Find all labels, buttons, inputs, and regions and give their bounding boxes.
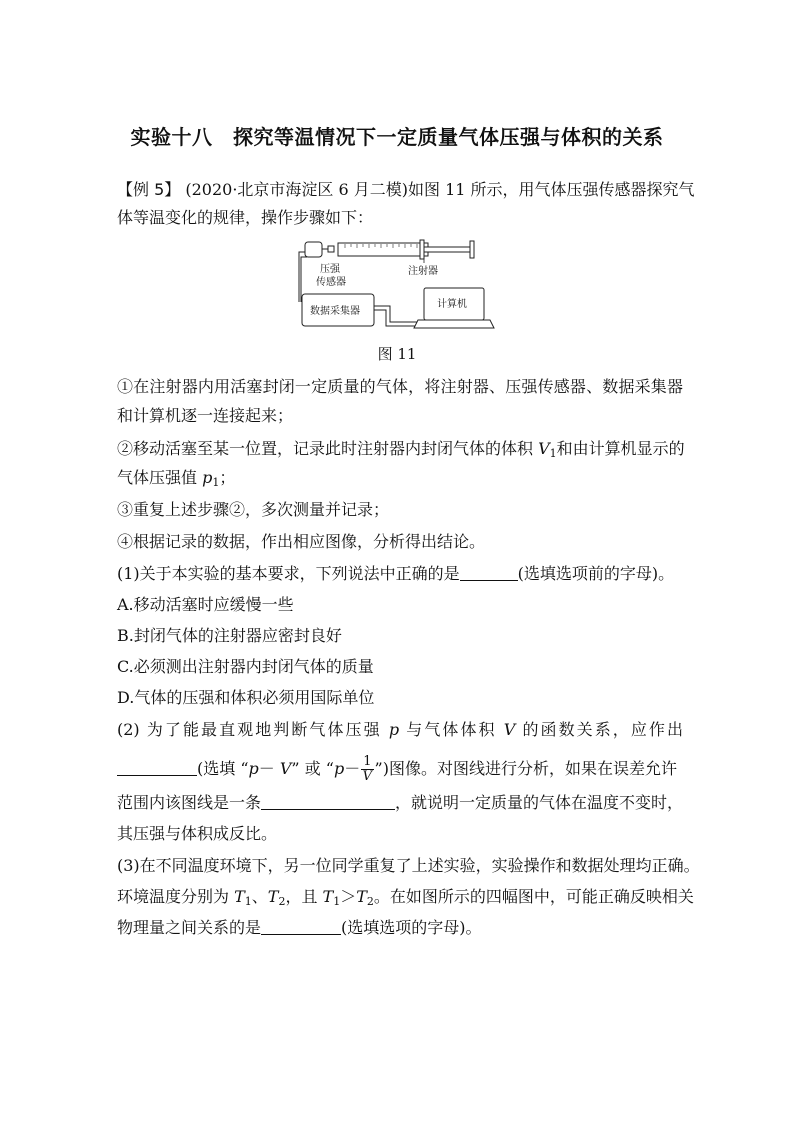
step-1-line-2: 和计算机逐一连接起来； bbox=[117, 406, 294, 425]
page-title: 实验十八 探究等温情况下一定质量气体压强与体积的关系 bbox=[130, 125, 664, 149]
q1-stem-post: (选填选项前的字母)。 bbox=[517, 564, 675, 583]
question-3-line-1: (3)在不同温度环境下，另一位同学重复了上述实验，实验操作和数据处理均正确。 bbox=[117, 856, 700, 875]
q2-text-d: (选填 “ bbox=[197, 759, 249, 778]
label-pressure-sensor-line-2: 传感器 bbox=[316, 277, 346, 288]
example-intro-line-2: 体等温变化的规律，操作步骤如下： bbox=[117, 208, 374, 227]
sub-1: 1 bbox=[549, 447, 557, 460]
q2-dash: － bbox=[258, 759, 280, 778]
q2-text-e: ” 或 “ bbox=[291, 759, 334, 778]
question-1-stem bbox=[117, 564, 683, 584]
fraction-numerator: 1 bbox=[363, 754, 372, 769]
q2-dash: － bbox=[344, 759, 361, 778]
label-computer: 计算机 bbox=[437, 299, 467, 310]
question-3-line-2 bbox=[117, 887, 694, 908]
step-2-text-d: ； bbox=[219, 468, 236, 487]
var-v: V bbox=[279, 759, 292, 778]
fraction-denominator: V bbox=[362, 769, 373, 784]
fraction-one-over-v bbox=[361, 755, 373, 784]
sub-1: 1 bbox=[212, 476, 220, 489]
step-2-text-b: 和由计算机显示的 bbox=[556, 439, 685, 458]
q2-text-g: 范围内该图线是一条 bbox=[117, 793, 262, 812]
q3-text-d: ＞ bbox=[340, 887, 357, 906]
q3-text-a: 环境温度分别为 bbox=[117, 887, 235, 906]
apparatus-figure bbox=[290, 236, 505, 336]
var-v: V bbox=[538, 439, 550, 458]
q2-text-a: (2) 为了能最直观地判断气体压强 bbox=[117, 720, 389, 739]
q2-text-c: 的函数关系，应作出 bbox=[515, 720, 683, 739]
question-2-line-3 bbox=[117, 793, 683, 813]
answer-blank-4 bbox=[261, 920, 341, 935]
example-intro-line-1 bbox=[117, 180, 695, 200]
option-d: D.气体的压强和体积必须用国际单位 bbox=[117, 688, 375, 707]
step-3: ③重复上述步骤②，多次测量并记录； bbox=[117, 500, 390, 519]
step-2-text-a: ②移动活塞至某一位置，记录此时注射器内封闭气体的体积 bbox=[117, 439, 539, 458]
q3-text-f: 物理量之间关系的是 bbox=[117, 918, 262, 937]
answer-blank-2 bbox=[117, 761, 197, 776]
label-syringe: 注射器 bbox=[408, 266, 438, 277]
question-2-line-2 bbox=[117, 752, 683, 786]
var-p: p bbox=[333, 759, 345, 778]
var-v: V bbox=[503, 720, 516, 739]
var-p: p bbox=[202, 468, 213, 487]
q3-text-c: ，且 bbox=[285, 887, 323, 906]
var-t: T bbox=[267, 887, 279, 906]
syringe-barrel bbox=[338, 243, 428, 256]
sub-1: 1 bbox=[244, 895, 252, 908]
example-intro-text-1: (2020·北京市海淀区 6 月二模)如图 11 所示，用气体压强传感器探究气 bbox=[180, 180, 695, 199]
answer-blank-3 bbox=[261, 795, 395, 810]
q2-text-h: ，就说明一定质量的气体在温度不变时， bbox=[395, 793, 684, 812]
q3-text-b: 、 bbox=[251, 887, 268, 906]
label-data-collector: 数据采集器 bbox=[310, 306, 360, 317]
figure-caption: 图 11 bbox=[377, 345, 417, 363]
option-a: A.移动活塞时应缓慢一些 bbox=[117, 595, 294, 614]
q3-text-e: 。在如图所示的四幅图中，可能正确反映相关 bbox=[373, 887, 694, 906]
question-3-line-3 bbox=[117, 918, 683, 938]
question-2-line-1 bbox=[117, 720, 683, 740]
step-2-text-c: 气体压强值 bbox=[117, 468, 203, 487]
label-pressure-sensor-line-1: 压强 bbox=[320, 264, 340, 275]
example-tag: 【例 5】 bbox=[117, 180, 181, 199]
sub-1: 1 bbox=[333, 895, 341, 908]
answer-blank-1 bbox=[460, 566, 518, 581]
q1-stem-pre: (1)关于本实验的基本要求，下列说法中正确的是 bbox=[117, 564, 460, 583]
sub-2: 2 bbox=[278, 895, 286, 908]
var-p: p bbox=[388, 720, 400, 739]
step-1-line-1: ①在注射器内用活塞封闭一定质量的气体，将注射器、压强传感器、数据采集器 bbox=[117, 377, 683, 396]
var-p: p bbox=[248, 759, 259, 778]
question-2-line-4: 其压强与体积成反比。 bbox=[117, 824, 278, 843]
step-2-line-2 bbox=[117, 468, 683, 488]
q2-text-b: 与气体体积 bbox=[399, 720, 504, 739]
option-b: B.封闭气体的注射器应密封良好 bbox=[117, 626, 342, 645]
option-c: C.必须测出注射器内封闭气体的质量 bbox=[117, 657, 374, 676]
syringe-plunger bbox=[424, 247, 470, 252]
var-t: T bbox=[234, 887, 245, 906]
var-t: T bbox=[356, 887, 367, 906]
pressure-sensor-body bbox=[305, 242, 322, 257]
sub-2: 2 bbox=[366, 895, 374, 908]
step-2-line-1 bbox=[117, 439, 683, 459]
var-t: T bbox=[322, 887, 334, 906]
q3-text-g: (选填选项的字母)。 bbox=[341, 918, 482, 937]
computer-base bbox=[414, 320, 494, 328]
step-4: ④根据记录的数据，作出相应图像，分析得出结论。 bbox=[117, 532, 486, 551]
q2-text-f: ”)图像。对图线进行分析，如果在误差允许 bbox=[374, 759, 677, 778]
